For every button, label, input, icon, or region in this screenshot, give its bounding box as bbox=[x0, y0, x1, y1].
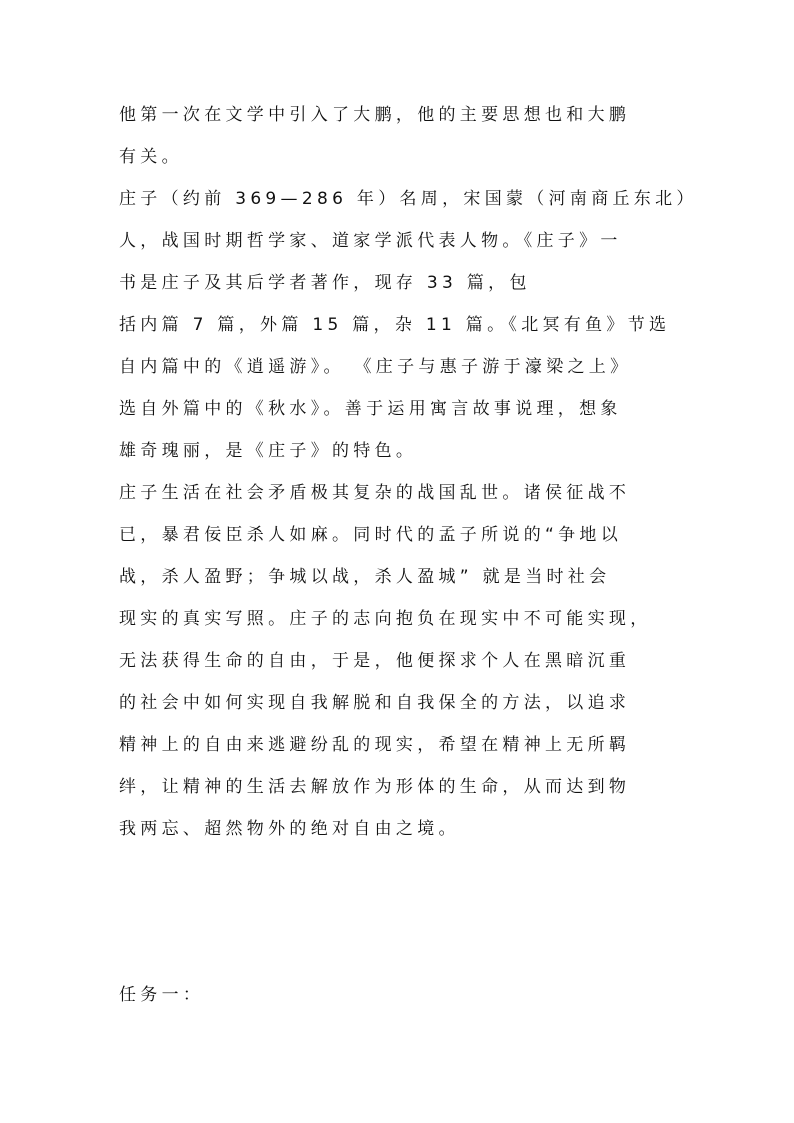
text-line: 人，战国时期哲学家、道家学派代表人物。《庄子》一 bbox=[119, 231, 622, 251]
text-line: 有关。 bbox=[119, 147, 183, 167]
text-line: 选自外篇中的《秋水》。善于运用寓言故事说理，想象 bbox=[119, 399, 622, 419]
text-line: 的社会中如何实现自我解脱和自我保全的方法，以追求 bbox=[119, 693, 631, 713]
text-line: 庄子生活在社会矛盾极其复杂的战国乱世。诸侯征战不 bbox=[119, 483, 631, 503]
text-line: 自内篇中的《逍遥游》。 《庄子与惠子游于濠梁之上》 bbox=[119, 357, 632, 377]
text-line: 庄子（约前 369—286 年）名周，宋国蒙（河南商丘东北） bbox=[119, 189, 698, 209]
text-line: 战，杀人盈野；争城以战，杀人盈城” 就是当时社会 bbox=[119, 567, 611, 587]
text-line: 书是庄子及其后学者著作，现存 33 篇，包 bbox=[119, 273, 531, 293]
text-line: 精神上的自由来逃避纷乱的现实，希望在精神上无所羁 bbox=[119, 735, 631, 755]
task-heading: 任务一： bbox=[119, 985, 205, 1005]
text-line: 已，暴君佞臣杀人如麻。同时代的孟子所说的“争地以 bbox=[119, 525, 623, 545]
text-line: 括内篇 7 篇，外篇 15 篇，杂 11 篇。《北冥有鱼》节选 bbox=[119, 315, 671, 335]
text-line: 现实的真实写照。庄子的志向抱负在现实中不可能实现， bbox=[119, 609, 652, 629]
text-line: 无法获得生命的自由，于是，他便探求个人在黑暗沉重 bbox=[119, 651, 631, 671]
text-line: 我两忘、超然物外的绝对自由之境。 bbox=[119, 819, 460, 839]
text-line: 他第一次在文学中引入了大鹏，他的主要思想也和大鹏 bbox=[119, 105, 631, 125]
text-line: 雄奇瑰丽，是《庄子》的特色。 bbox=[119, 441, 418, 461]
text-line: 绊，让精神的生活去解放作为形体的生命，从而达到物 bbox=[119, 777, 631, 797]
